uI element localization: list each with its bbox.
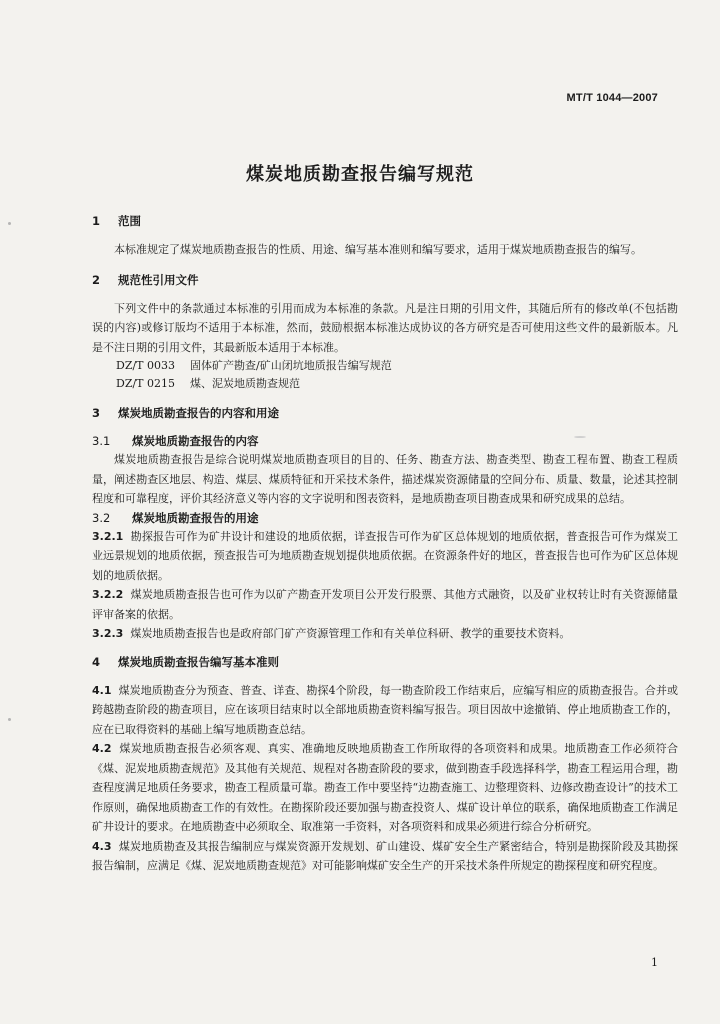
reference-title: 固体矿产勘查/矿山闭坑地质报告编写规范 [190,359,392,372]
page-number: 1 [651,956,658,969]
reference-item [92,375,678,393]
clause-text: 煤炭地质勘查分为预查、普查、详查、勘探4个阶段，每一勘查阶段工作结束后，应编写相应的质勘查报告。合并或跨越勘查阶段的勘查项目，应在该项目结束时以全部地质勘查资料编写报告。项目因故中途撤销、停止地质勘查工作的，应在已取得资料的基础上编写地质勘查总结。 [92,683,678,736]
section-1-heading [92,212,678,230]
clause-number: 4.3 [92,839,112,853]
subsection-number: 3.2 [92,510,111,525]
document-title: 煤炭地质勘查报告编写规范 [246,164,474,185]
clause-3-2-2 [92,585,678,624]
section-title: 煤炭地质勘查报告编写基本准则 [118,654,279,669]
section-3-heading [92,404,678,422]
clause-4-1 [92,681,678,740]
subsection-title: 煤炭地质勘查报告的用途 [132,510,259,525]
scan-speck [574,436,586,438]
clause-text: 煤炭地质勘查报告也可作为以矿产勘查开发项目公开发行股票、其他方式融资，以及矿业权转让时有关资源储量评审备案的依据。 [92,588,678,621]
clause-4-3 [92,837,678,876]
subsection-3-1-heading [92,432,678,450]
reference-item [92,357,678,375]
clause-3-2-1 [92,527,678,586]
clause-number: 3.2.2 [92,588,124,601]
clause-text: 煤炭地质勘查及其报告编制应与煤炭资源开发规划、矿山建设、煤矿安全生产紧密结合，特别是勘探阶段及其勘探报告编制，应满足《煤、泥炭地质勘查规范》对可能影响煤矿安全生产的开采技术条件所规定的勘探程度和研究程度。 [92,839,678,872]
section-2-text: 下列文件中的条款通过本标准的引用而成为本标准的条款。凡是注日期的引用文件，其随后所有的修改单(不包括勘误的内容)或修订版均不适用于本标准，然而，鼓励根据本标准达成协议的各方研究是否可使用这些文件的最新版本。凡是不注日期的引用文件，其最新版本适用于本标准。 [92,301,678,354]
section-number: 2 [92,272,101,287]
scan-speck [8,222,11,225]
section-2-heading [92,271,678,289]
section-number: 1 [92,214,101,228]
clause-number: 3.2.3 [92,627,124,640]
section-title: 煤炭地质勘查报告的内容和用途 [118,406,279,420]
section-1-text: 本标准规定了煤炭地质勘查报告的性质、用途、编写基本准则和编写要求，适用于煤炭地质勘查报告的编写。 [114,243,642,256]
clause-number: 3.2.1 [92,529,124,543]
clause-number: 4.1 [92,683,112,697]
reference-code: DZ/T 0215 [116,377,175,390]
clause-text: 勘探报告可作为矿井设计和建设的地质依据，详查报告可作为矿区总体规划的地质依据，普查报告可作为煤炭工业远景规划的地质依据，预查报告可为地质勘查规划提供地质依据。在资源条件好的地区，普查报告也可作为矿区总体规划的地质依据。 [92,529,678,582]
standard-code: MT/T 1044—2007 [566,92,658,104]
subsection-3-1-text: 煤炭地质勘查报告是综合说明煤炭地质勘查项目的目的、任务、勘查方法、勘查类型、勘查工程布置、勘查工程质量，阐述勘查区地层、构造、煤层、煤质特征和开采技术条件，描述煤炭资源储量的空间分布、质量、数量，论述其控制程度和可靠程度，评价其经济意义等内容的文字说明和图表资料，是地质勘查项目勘查成果和研究成果的总结。 [92,453,678,505]
section-number: 3 [92,406,101,420]
clause-3-2-3 [92,624,678,644]
reference-title: 煤、泥炭地质勘查规范 [190,377,300,390]
section-number: 4 [92,654,101,669]
subsection-number: 3.1 [92,434,111,448]
clause-number: 4.2 [92,742,112,755]
section-title: 规范性引用文件 [118,272,199,287]
scan-speck [8,718,11,721]
clause-4-2 [92,739,678,837]
section-title: 范围 [118,214,141,228]
clause-text: 煤炭地质勘查报告必须客观、真实、准确地反映地质勘查工作所取得的各项资料和成果。地质勘查工作必须符合《煤、泥炭地质勘查规范》及其他有关规范、规程对各勘查阶段的要求，做到勘查手段选择科学，勘查工程运用合理，勘查程度满足地质任务要求，勘查工程质量可靠。勘查工作中要坚持“边勘查施工、边整理资料、边修改勘查设计”的技术工作原则，确保地质勘查工作的有效性。在勘探阶段还要加强与勘查投资人、煤矿设计单位的联系，确保地质勘查工作满足矿井设计的要求。在地质勘查中必须取全、取准第一手资料，对各项资料和成果必须进行综合分析研究。 [92,742,679,833]
subsection-3-2-heading [92,509,678,527]
reference-code: DZ/T 0033 [116,359,175,372]
clause-text: 煤炭地质勘查报告也是政府部门矿产资源管理工作和有关单位科研、教学的重要技术资料。 [130,627,571,640]
document-body [92,206,678,876]
subsection-title: 煤炭地质勘查报告的内容 [132,434,259,448]
section-4-heading [92,653,678,671]
